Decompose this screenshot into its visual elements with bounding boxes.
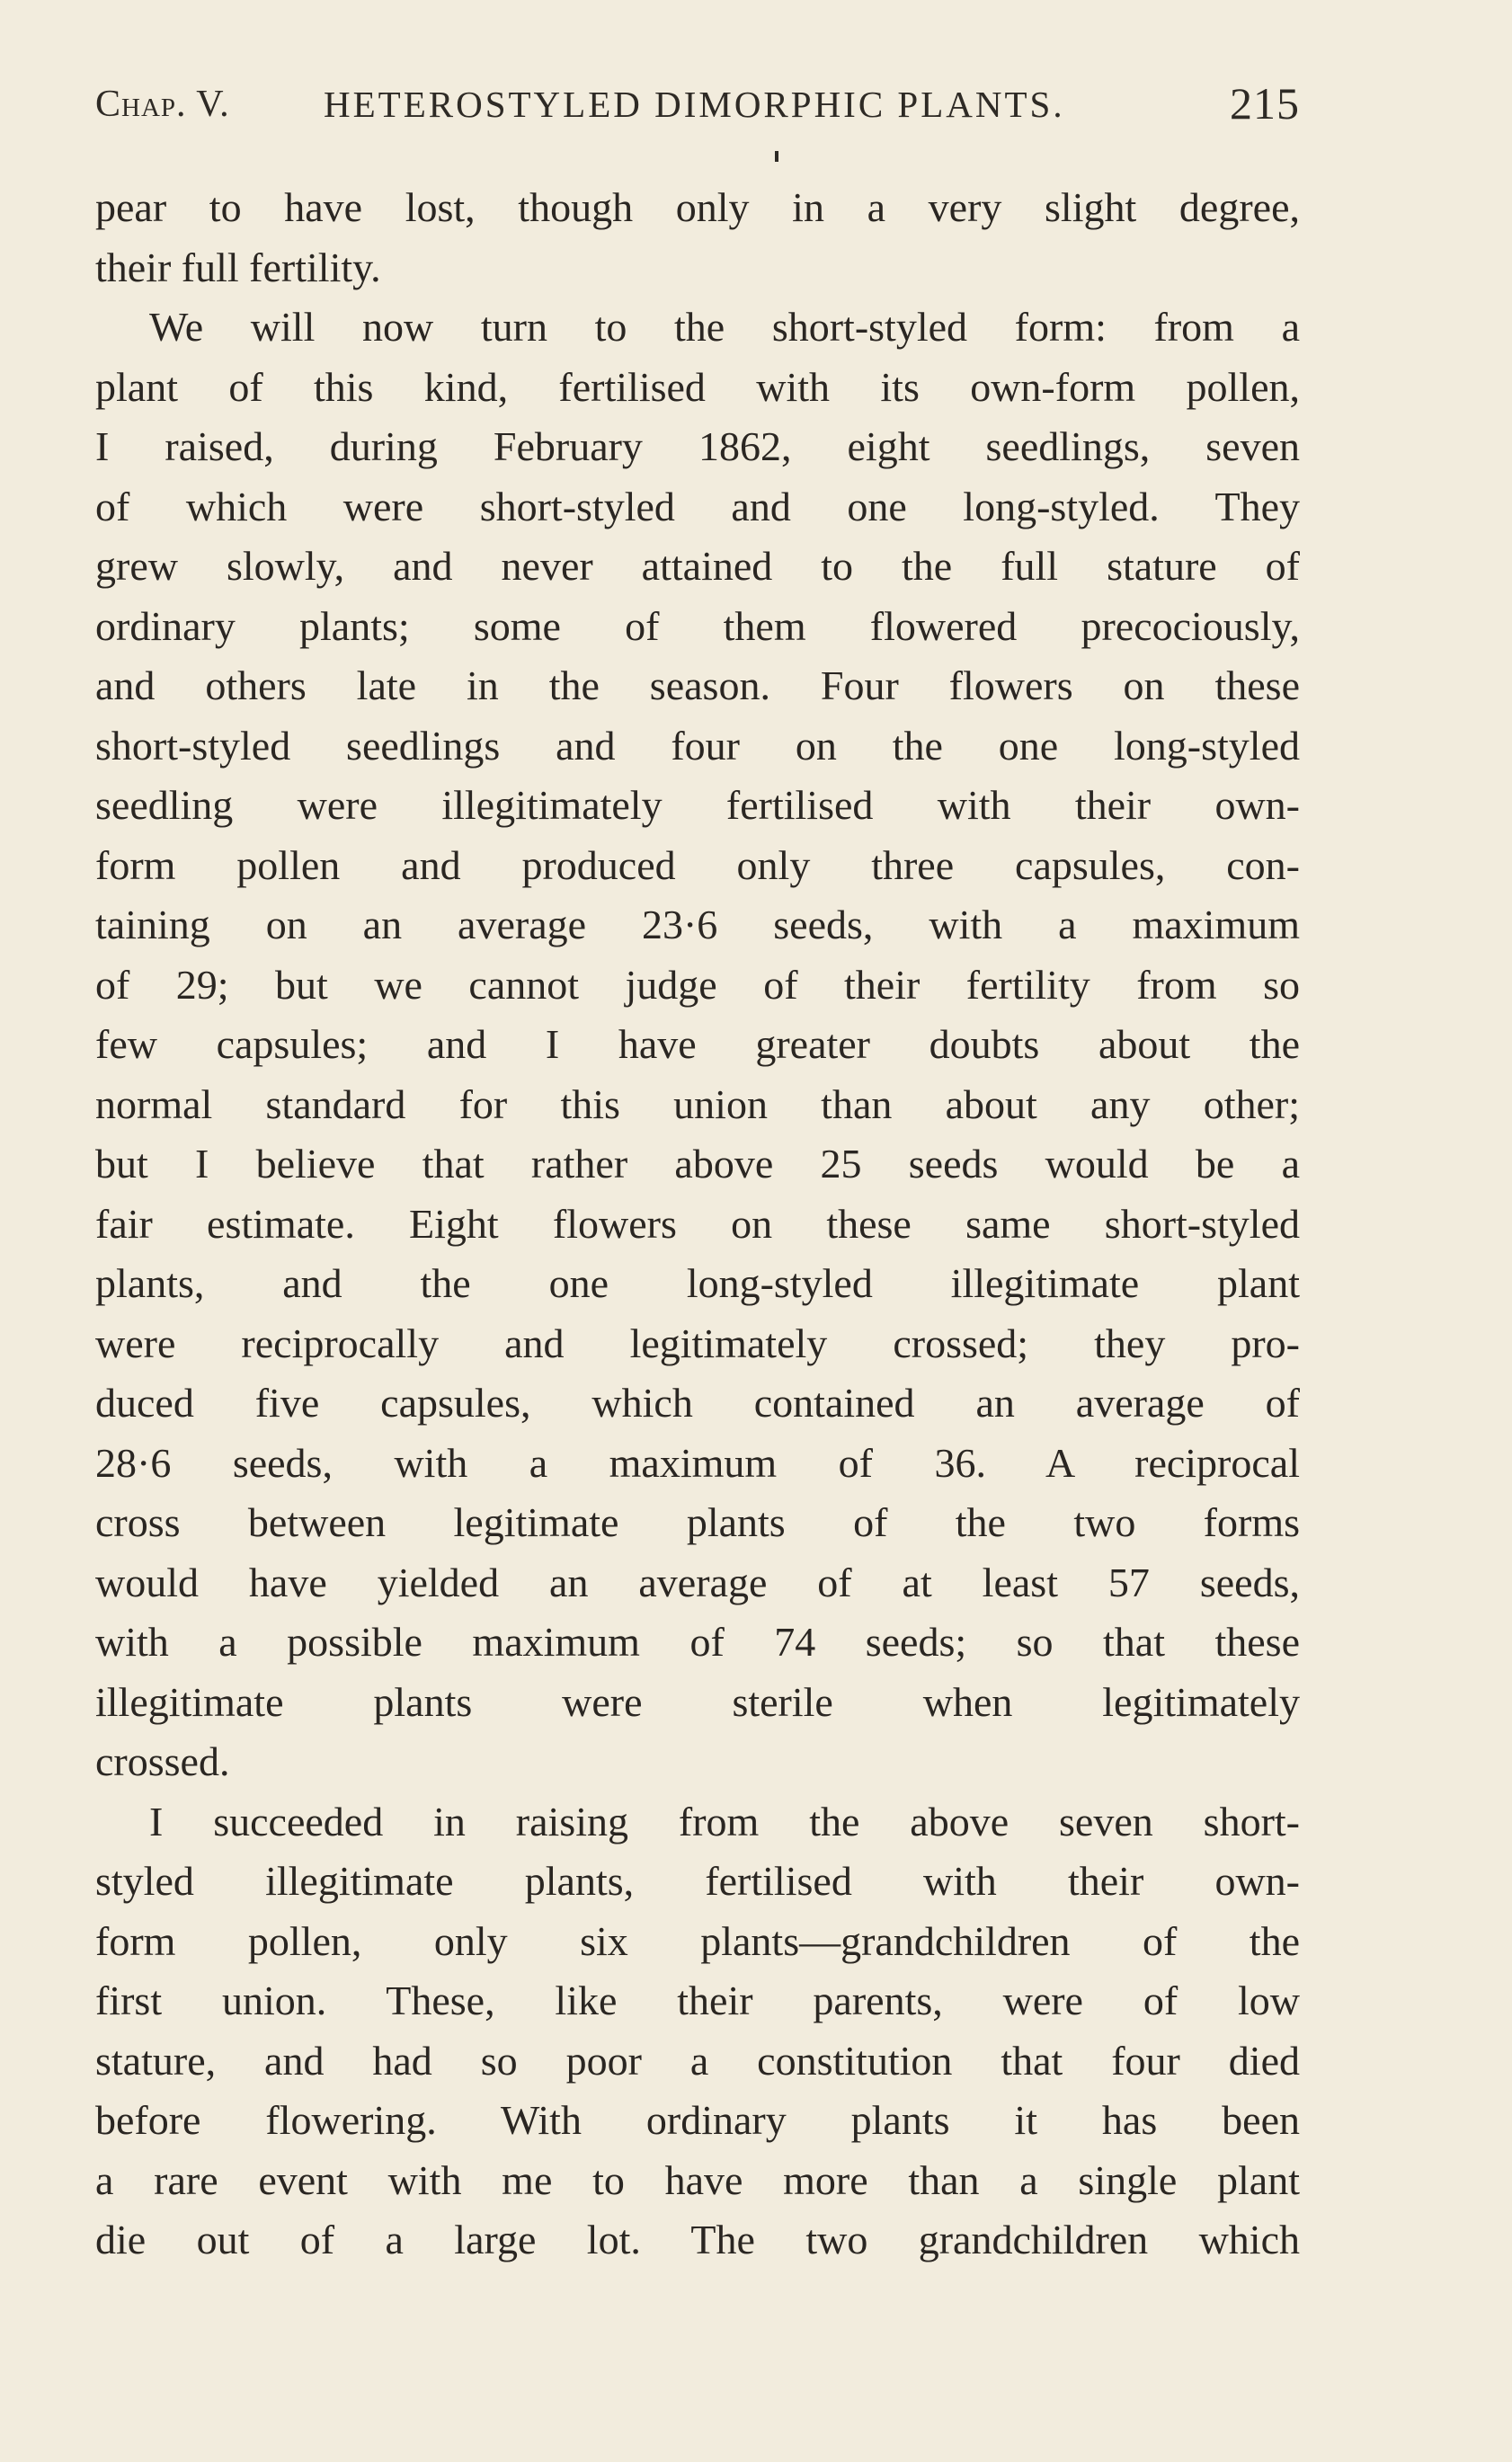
text-line: of which were short-styled and one long-styled. They [95, 483, 1300, 529]
text-line: taining on an average 23·6 seeds, with a maximum [95, 902, 1300, 947]
text-line: but I believe that rather above 25 seeds would be a [95, 1141, 1300, 1187]
text-line: I raised, during February 1862, eight seedlings, seven [95, 423, 1300, 469]
printer-mark [775, 151, 778, 162]
text-line: their full fertility. [95, 244, 381, 290]
text-line: seedling were illegitimately fertilised with their own- [95, 782, 1300, 828]
text-line: of 29; but we cannot judge of their fertility from so [95, 961, 1300, 1008]
text-line: styled illegitimate plants, fertilised with their own- [95, 1858, 1300, 1904]
body-text [95, 178, 1300, 2271]
text-line: with a possible maximum of 74 seeds; so that these [95, 1619, 1300, 1665]
running-head [95, 77, 1300, 135]
chapter-label: Chap. V. [95, 84, 230, 125]
text-line: crossed. [95, 1738, 230, 1784]
text-line: a rare event with me to have more than a single plant [95, 2156, 1300, 2203]
text-line: illegitimate plants were sterile when legitimately [95, 1678, 1300, 1725]
running-title: HETEROSTYLED DIMORPHIC PLANTS. [324, 84, 1065, 125]
text-line: normal standard for this union than about any other; [95, 1080, 1300, 1127]
text-line: grew slowly, and never attained to the full stature of [95, 543, 1300, 589]
text-line: stature, and had so poor a constitution that four died [95, 2037, 1300, 2084]
text-line: 28·6 seeds, with a maximum of 36. A reciprocal [95, 1439, 1300, 1486]
text-line: first union. These, like their parents, were of low [95, 1978, 1300, 2023]
text-line: fair estimate. Eight flowers on these same short-styled [95, 1200, 1300, 1247]
text-line: and others late in the season. Four flowers on these [95, 662, 1300, 708]
text-line: were reciprocally and legitimately crossed; they pro- [95, 1320, 1300, 1366]
text-line: plant of this kind, fertilised with its own-form pollen, [95, 363, 1300, 410]
text-line: pear to have lost, though only in a very slight degree, [95, 184, 1300, 230]
text-line: I succeeded in raising from the above seven short- [149, 1798, 1300, 1844]
text-line: duced five capsules, which contained an average of [95, 1380, 1300, 1426]
text-line: die out of a large lot. The two grandchildren which [95, 2217, 1300, 2262]
text-line: plants, and the one long-styled illegitimate plant [95, 1260, 1300, 1306]
text-line: ordinary plants; some of them flowered precociously, [95, 602, 1300, 649]
text-line: short-styled seedlings and four on the one long-styled [95, 722, 1300, 769]
page-number: 215 [1230, 78, 1300, 129]
text-line: We will now turn to the short-styled form: from a [149, 304, 1300, 350]
text-line: would have yielded an average of at least 57 seeds, [95, 1559, 1300, 1605]
book-page [95, 77, 1300, 2414]
text-line: few capsules; and I have greater doubts about the [95, 1021, 1300, 1067]
text-line: cross between legitimate plants of the two forms [95, 1499, 1300, 1545]
text-line: form pollen and produced only three capsules, con- [95, 841, 1300, 888]
text-line: before flowering. With ordinary plants it has been [95, 2097, 1300, 2143]
text-line: form pollen, only six plants—grandchildren of the [95, 1917, 1300, 1964]
